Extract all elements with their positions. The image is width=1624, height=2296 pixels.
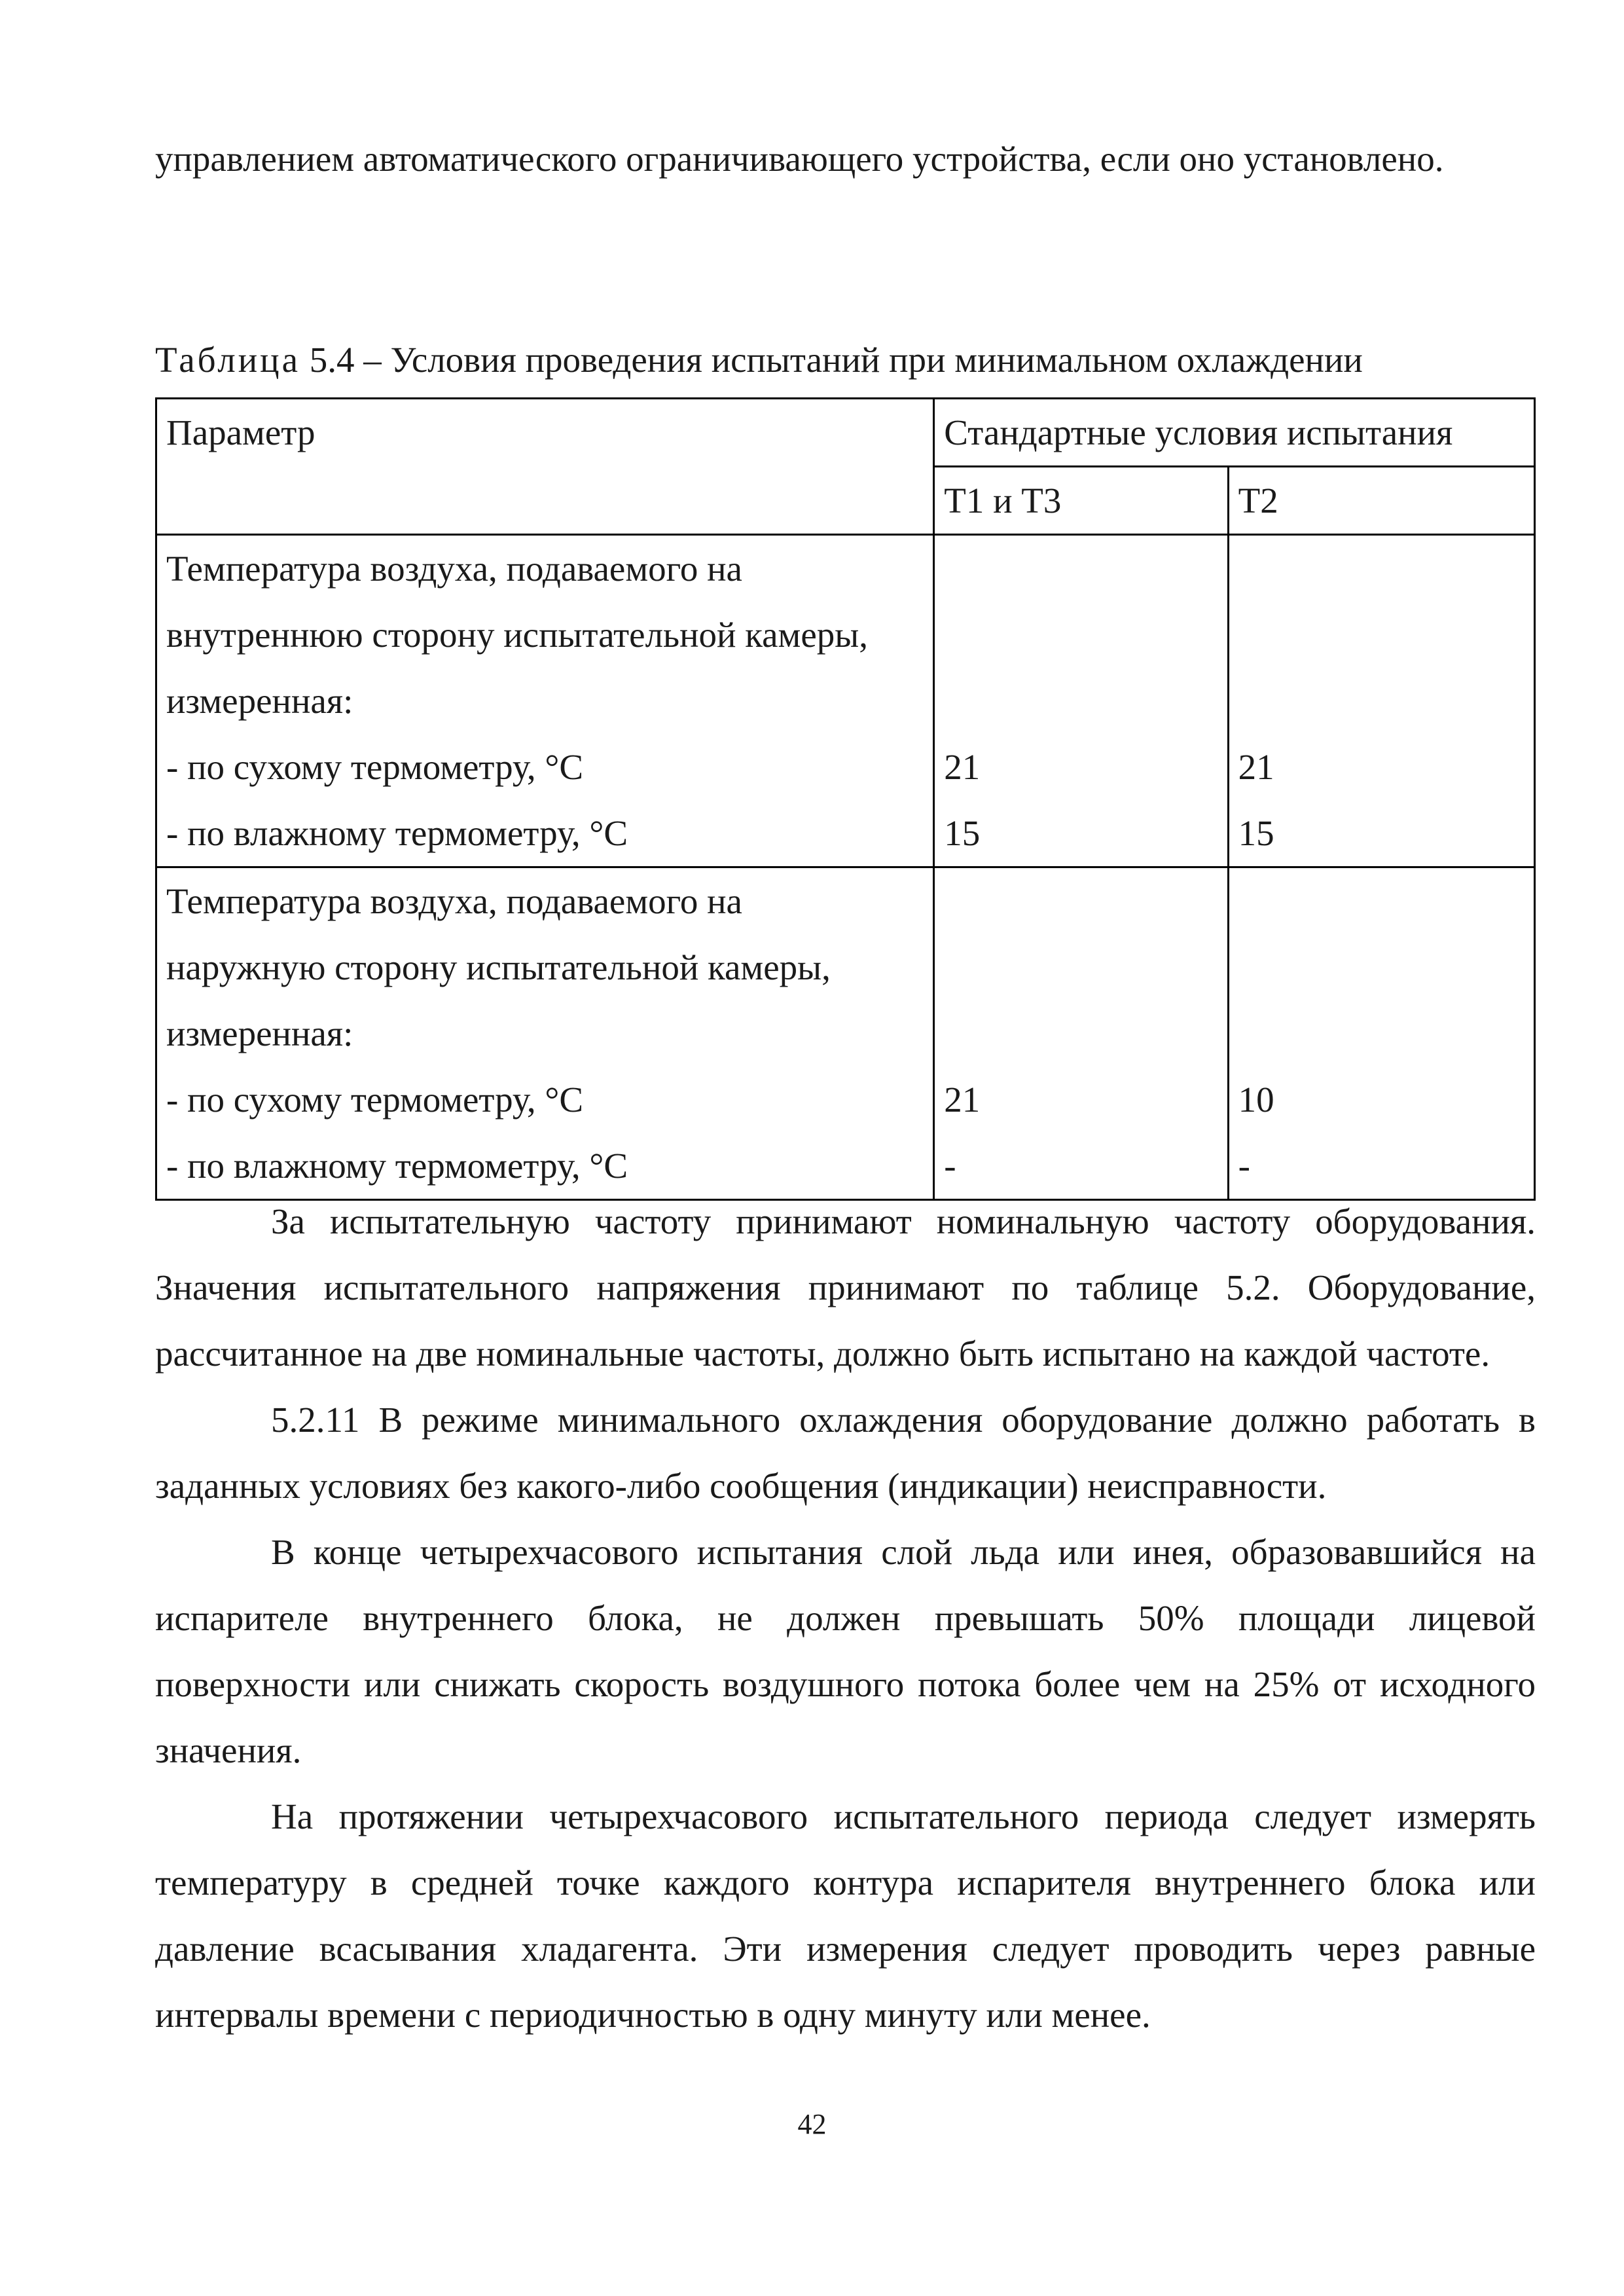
row-dry-bulb-label: - по сухому термометру, °С [166,1080,584,1120]
intro-paragraph [155,126,1536,192]
t2-dry-value: 10 [1238,1080,1274,1120]
table-caption [155,327,1363,393]
t1-t3-wet-value: - [944,1146,956,1186]
paragraph: 5.2.11 В режиме минимального охлаждения оборудование должно работать в заданных условиях без какого-либо сообщения (индикации) неисправности. [155,1400,1536,1506]
row-title-line: измеренная: [166,1013,353,1053]
intro-text: управлением автоматического ограничивающего устройства, если оно установлено. [155,139,1444,179]
header-t1-t3: T1 и T3 [934,467,1228,535]
row-wet-bulb-label: - по влажному термометру, °С [166,813,628,853]
table-row [156,867,1535,1200]
row-t1-t3-cell [934,867,1228,1200]
row-parameter-cell [156,867,934,1200]
header-standard-conditions: Стандартные условия испытания [934,399,1535,467]
paragraph: На протяжении четырехчасового испытательного периода следует измерять температуру в средней точке каждого контура испарителя внутреннего блока или давление всасывания хладагента. Эти измерения следует проводить через равные интервалы времени с периодичностью в одну минуту или менее. [155,1796,1536,2035]
test-conditions-table [155,397,1536,1201]
body-text [155,1188,1536,2048]
row-title-line: измеренная: [166,681,353,721]
row-title-line: Температура воздуха, подаваемого на [166,549,742,589]
t1-t3-dry-value: 21 [944,747,981,787]
t2-wet-value: 15 [1238,813,1274,853]
row-t2-cell [1228,867,1534,1200]
row-title-line: наружную сторону испытательной камеры, [166,947,831,987]
header-parameter: Параметр [156,399,934,535]
table-header-row [156,399,1535,467]
t1-t3-wet-value: 15 [944,813,981,853]
row-title-line: внутреннюю сторону испытательной камеры, [166,615,868,655]
table-caption-label: Таблица [155,340,300,380]
header-t2: T2 [1228,467,1534,535]
row-t2-cell [1228,535,1534,867]
paragraph: За испытательную частоту принимают номинальную частоту оборудования. Значения испытательного напряжения принимают по таблице 5.2. Оборудование, рассчитанное на две номинальные частоты, должно быть испытано на каждой частоте. [155,1201,1536,1374]
row-title-line: Температура воздуха, подаваемого на [166,881,742,921]
t1-t3-dry-value: 21 [944,1080,981,1120]
row-parameter-cell [156,535,934,867]
row-t1-t3-cell [934,535,1228,867]
table-caption-title: 5.4 – Условия проведения испытаний при минимальном охлаждении [300,340,1363,380]
page-number: 42 [797,2108,827,2140]
t2-wet-value: - [1238,1146,1250,1186]
row-dry-bulb-label: - по сухому термометру, °С [166,747,584,787]
table-row [156,535,1535,867]
row-wet-bulb-label: - по влажному термометру, °С [166,1146,628,1186]
t2-dry-value: 21 [1238,747,1274,787]
paragraph: В конце четырехчасового испытания слой льда или инея, образовавшийся на испарителе внутреннего блока, не должен превышать 50% площади лицевой поверхности или снижать скорость воздушного потока более чем на 25% от исходного значения. [155,1532,1536,1770]
